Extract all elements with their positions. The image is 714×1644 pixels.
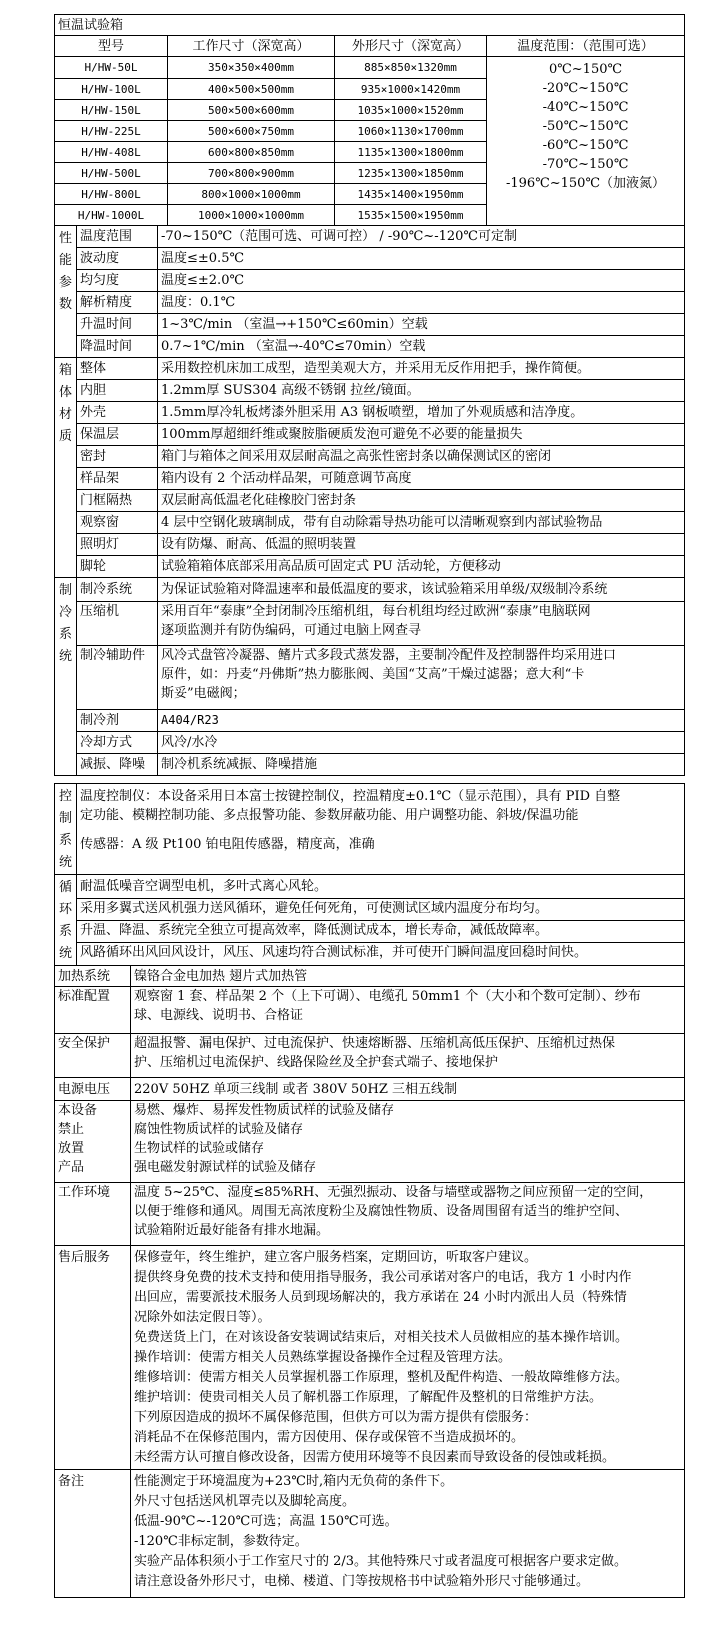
model-name: H/HW-500L bbox=[55, 163, 168, 184]
model-work-size: 700×800×900mm bbox=[168, 163, 335, 184]
spec-value: 超温报警、漏电保护、过电流保护、快速熔断器、压缩机高低压保护、压缩机过热保 护、压缩机过电流保护、线路保险丝及全护套式端子、接地保护 bbox=[131, 1034, 685, 1078]
material-row bbox=[55, 380, 685, 402]
spec-label: 内胆 bbox=[77, 380, 158, 402]
spec-value: 1~3℃/min （室温→+150℃≤60min）空载 bbox=[158, 314, 685, 336]
spec-sections-table bbox=[54, 225, 685, 776]
control-text: 温度控制仪：本设备采用日本富士按键控制仪，控温精度±0.1℃（显示范围），具有 PID 自整 定功能、模糊控制功能、多点报警功能、参数屏蔽功能、用户调整功能、斜坡/保温功能 传感器：A 级 Pt100 铂电阻传感器，精度高，准确 bbox=[77, 784, 685, 875]
spec-label: 减振、降噪 bbox=[77, 754, 158, 776]
spec-label: 整体 bbox=[77, 358, 158, 380]
model-work-size: 500×500×600mm bbox=[168, 100, 335, 121]
spec-value: 温度 5~25℃、湿度≤85%RH、无强烈振动、设备与墙壁或器物之间应预留一定的空间， 以便于维修和通风。周围无高浓度粉尘及腐蚀性物质、设备周围留有适当的维护空间、 试验箱附近最好能备有排水地漏。 bbox=[131, 1183, 685, 1246]
control-section-label: 控 制 系 统 bbox=[55, 784, 77, 875]
material-row bbox=[55, 468, 685, 490]
perf-row bbox=[55, 270, 685, 292]
material-row bbox=[55, 446, 685, 468]
standard-row bbox=[55, 987, 685, 1034]
spec-value: 制冷机系统减振、降噪措施 bbox=[158, 754, 685, 776]
model-work-size: 400×500×500mm bbox=[168, 79, 335, 100]
material-row bbox=[55, 490, 685, 512]
spec-label: 观察窗 bbox=[77, 512, 158, 534]
spec-value: 箱门与箱体之间采用双层耐高温之高张性密封条以确保测试区的密闭 bbox=[158, 446, 685, 468]
spec-value: 镍铬合金电加热 翅片式加热管 bbox=[131, 966, 685, 987]
refrigeration-row bbox=[55, 754, 685, 776]
model-outer-size: 1060×1130×1700mm bbox=[335, 121, 487, 142]
refrigeration-row bbox=[55, 646, 685, 710]
safety-row bbox=[55, 1034, 685, 1078]
model-name: H/HW-225L bbox=[55, 121, 168, 142]
spec-label: 工作环境 bbox=[55, 1183, 131, 1246]
temp-range-item: -20℃~150℃ bbox=[542, 81, 629, 96]
spec-label: 冷却方式 bbox=[77, 732, 158, 754]
spec-label: 均匀度 bbox=[77, 270, 158, 292]
spec-value: 风冷/水冷 bbox=[158, 732, 685, 754]
model-row bbox=[55, 57, 685, 79]
model-outer-size: 1035×1000×1520mm bbox=[335, 100, 487, 121]
perf-row bbox=[55, 314, 685, 336]
spec-label: 升温时间 bbox=[77, 314, 158, 336]
spec-value: -70~150℃（范围可选、可调可控） / -90℃~-120℃可定制 bbox=[158, 226, 685, 248]
spec-sheet bbox=[54, 14, 684, 1598]
spec-value: 风冷式盘管冷凝器、鳍片式多段式蒸发器，主要制冷配件及控制器件均采用进口 原件，如：丹麦“丹佛斯”热力膨胀阀、美国“艾高”干燥过滤器；意大利“卡 斯妥”电磁阀； bbox=[158, 646, 685, 710]
perf-row bbox=[55, 248, 685, 270]
spec-label: 安全保护 bbox=[55, 1034, 131, 1078]
model-name: H/HW-100L bbox=[55, 79, 168, 100]
temp-range-item: -70℃~150℃ bbox=[542, 157, 629, 172]
notes-row bbox=[55, 1470, 685, 1598]
materials-section-label: 箱 体 材 质 bbox=[55, 358, 77, 578]
material-row bbox=[55, 402, 685, 424]
notes-text: 性能测定于环境温度为+23℃时,箱内无负荷的条件下。 外尺寸包括送风机罩壳以及脚轮高度。 低温-90℃~-120℃可选；高温 150℃可选。 -120℃非标定制，参数待定。 实验产品体积须小于工作室尺寸的 2/3。其他特殊尺寸或者温度可根据客户要求定做。 请注意设备外形尺寸，电梯、楼道、门等按规格书中试验箱外形尺寸能够通过。 bbox=[131, 1470, 685, 1598]
temp-range-item: -60℃~150℃ bbox=[542, 138, 629, 153]
model-work-size: 500×600×750mm bbox=[168, 121, 335, 142]
perf-row bbox=[55, 292, 685, 314]
material-row bbox=[55, 358, 685, 380]
control-circulation-table bbox=[54, 783, 685, 966]
spec-value: 采用数控机床加工成型，造型美观大方，并采用无反作用把手，操作简便。 bbox=[158, 358, 685, 380]
spec-label: 降温时间 bbox=[77, 336, 158, 358]
spec-label: 电源电压 bbox=[55, 1078, 131, 1101]
spec-label: 制冷剂 bbox=[77, 710, 158, 732]
temp-range-list bbox=[487, 57, 685, 226]
spec-value: 温度≤±0.5℃ bbox=[158, 248, 685, 270]
spec-value: 1.5mm厚冷轧板烤漆外胆采用 A3 钢板喷塑，增加了外观质感和洁净度。 bbox=[158, 402, 685, 424]
material-row bbox=[55, 556, 685, 578]
spec-value: 双层耐高低温老化硅橡胶门密封条 bbox=[158, 490, 685, 512]
spec-label: 温度范围 bbox=[77, 226, 158, 248]
model-outer-size: 1535×1500×1950mm bbox=[335, 205, 487, 226]
material-row bbox=[55, 424, 685, 446]
spec-value: 为保证试验箱对降温速率和最低温度的要求，该试验箱采用单级/双级制冷系统 bbox=[158, 578, 685, 602]
material-row bbox=[55, 534, 685, 556]
spec-value: 设有防爆、耐高、低温的照明装置 bbox=[158, 534, 685, 556]
model-outer-size: 1435×1400×1950mm bbox=[335, 184, 487, 205]
spec-value: 观察窗 1 套、样品架 2 个（上下可调）、电缆孔 50mm1 个（大小和个数可定制）、纱布 球、电源线、说明书、合格证 bbox=[131, 987, 685, 1034]
perf-row bbox=[55, 336, 685, 358]
temp-range-item: 0℃~150℃ bbox=[548, 62, 623, 77]
spec-label: 制冷系统 bbox=[77, 578, 158, 602]
spec-label: 保温层 bbox=[77, 424, 158, 446]
model-name: H/HW-1000L bbox=[55, 205, 168, 226]
refrigeration-row bbox=[55, 602, 685, 646]
spec-value: A404/R23 bbox=[158, 710, 685, 732]
perf-row bbox=[55, 226, 685, 248]
model-outer-size: 1135×1300×1800mm bbox=[335, 142, 487, 163]
spec-value: 温度≤±2.0℃ bbox=[158, 270, 685, 292]
power-row bbox=[55, 1078, 685, 1101]
model-work-size: 1000×1000×1000mm bbox=[168, 205, 335, 226]
refrigeration-section-label: 制 冷 系 统 bbox=[55, 578, 77, 776]
model-outer-size: 885×850×1320mm bbox=[335, 57, 487, 79]
temp-range-item: -50℃~150℃ bbox=[542, 119, 629, 134]
spec-label: 样品架 bbox=[77, 468, 158, 490]
spec-label: 加热系统 bbox=[55, 966, 131, 987]
prohibited-list: 易燃、爆炸、易挥发性物质试样的试验及储存 腐蚀性物质试样的试验及储存 生物试样的试验或储存 强电磁发射源试样的试验及储存 bbox=[131, 1101, 685, 1183]
spec-value: 100mm厚超细纤维或聚胺脂硬质发泡可避免不必要的能量损失 bbox=[158, 424, 685, 446]
spec-label: 解析精度 bbox=[77, 292, 158, 314]
prohibited-label: 本设备 禁止 放置 产品 bbox=[55, 1101, 131, 1183]
material-row bbox=[55, 512, 685, 534]
temp-range-item: -40℃~150℃ bbox=[542, 100, 629, 115]
refrigeration-row bbox=[55, 710, 685, 732]
spec-value: 0.7~1℃/min （室温→-40℃≤70min）空载 bbox=[158, 336, 685, 358]
model-name: H/HW-150L bbox=[55, 100, 168, 121]
circulation-section-label: 循 环 系 统 bbox=[55, 875, 77, 966]
refrigeration-row bbox=[55, 578, 685, 602]
model-work-size: 350×350×400mm bbox=[168, 57, 335, 79]
spec-label: 制冷辅助件 bbox=[77, 646, 158, 710]
spec-value: 采用百年“泰康”全封闭制冷压缩机组，每台机组均经过欧洲“泰康”电脑联网 逐项监测并有防伪编码，可通过电脑上网查寻 bbox=[158, 602, 685, 646]
header-work-size: 工作尺寸（深宽高） bbox=[168, 36, 335, 57]
spec-label: 备注 bbox=[55, 1470, 131, 1598]
prohibited-row bbox=[55, 1101, 685, 1183]
models-table bbox=[54, 14, 685, 226]
refrigeration-row bbox=[55, 732, 685, 754]
model-outer-size: 935×1000×1420mm bbox=[335, 79, 487, 100]
spec-label: 照明灯 bbox=[77, 534, 158, 556]
spec-label: 脚轮 bbox=[77, 556, 158, 578]
model-name: H/HW-800L bbox=[55, 184, 168, 205]
page-title: 恒温试验箱 bbox=[55, 15, 685, 36]
spec-label: 压缩机 bbox=[77, 602, 158, 646]
spec-label: 售后服务 bbox=[55, 1246, 131, 1470]
spec-label: 波动度 bbox=[77, 248, 158, 270]
spec-value: 4 层中空钢化玻璃制成，带有自动除霜导热功能可以清晰观察到内部试验物品 bbox=[158, 512, 685, 534]
service-text: 保修壹年，终生维护，建立客户服务档案，定期回访，听取客户建议。 提供终身免费的技术支持和使用指导服务，我公司承诺对客户的电话，我方 1 小时内作 出回应，需要派技术服务人员到现场解决的，我方承诺在 24 小时内派出人员（特殊情 况除外如法定假日等）。 免费送货上门，在对该设备安装调试结束后，对相关技术人员做相应的基本操作培训。 操作培训：使需方相关人员熟练掌握设备操作全过程及管理方法。 维修培训：使需方相关人员掌握机器工作原理，整机及配件构造、一般故障维修方法。 维护培训：使贵司相关人员了解机器工作原理，了解配件及整机的日常维护方法。 下列原因造成的损坏不属保修范围，但供方可以为需方提供有偿服务： 消耗品不在保修范围内，需方因使用、保存或保管不当造成损坏的。 未经需方认可擅自修改设备，因需方使用环境等不良因素而导致设备的侵蚀或耗损。 bbox=[131, 1246, 685, 1470]
model-name: H/HW-50L bbox=[55, 57, 168, 79]
spec-value: 220V 50HZ 单项三线制 或者 380V 50HZ 三相五线制 bbox=[131, 1078, 685, 1101]
service-row bbox=[55, 1246, 685, 1470]
misc-table bbox=[54, 965, 685, 1598]
performance-section-label: 性 能 参 数 bbox=[55, 226, 77, 358]
spec-label: 密封 bbox=[77, 446, 158, 468]
model-work-size: 600×800×850mm bbox=[168, 142, 335, 163]
spec-value: 温度：0.1℃ bbox=[158, 292, 685, 314]
model-work-size: 800×1000×1000mm bbox=[168, 184, 335, 205]
spec-value: 1.2mm厚 SUS304 高级不锈钢 拉丝/镜面。 bbox=[158, 380, 685, 402]
spec-value: 箱内设有 2 个活动样品架，可随意调节高度 bbox=[158, 468, 685, 490]
header-model: 型号 bbox=[55, 36, 168, 57]
header-outer-size: 外形尺寸（深宽高） bbox=[335, 36, 487, 57]
model-name: H/HW-408L bbox=[55, 142, 168, 163]
temp-range-item: -196℃~150℃（加液氮） bbox=[506, 176, 665, 191]
model-outer-size: 1235×1300×1850mm bbox=[335, 163, 487, 184]
circulation-row bbox=[55, 875, 685, 966]
heating-row bbox=[55, 966, 685, 987]
environment-row bbox=[55, 1183, 685, 1246]
models-header-row bbox=[55, 36, 685, 57]
control-row bbox=[55, 784, 685, 875]
header-temp-range: 温度范围：（范围可选） bbox=[487, 36, 685, 57]
spec-label: 标准配置 bbox=[55, 987, 131, 1034]
spec-value: 试验箱箱体底部采用高品质可固定式 PU 活动轮，方便移动 bbox=[158, 556, 685, 578]
circulation-text: 耐温低噪音空调型电机，多叶式离心风轮。 采用多翼式送风机强力送风循环，避免任何死角，可使测试区域内温度分布均匀。 升温、降温、系统完全独立可提高效率，降低测试成本，增长寿命，减低故障率。 风路循环出风回风设计，风压、风速均符合测试标准，并可使开门瞬间温度回稳时间快。 bbox=[77, 875, 685, 966]
spec-label: 外壳 bbox=[77, 402, 158, 424]
spec-label: 门框隔热 bbox=[77, 490, 158, 512]
